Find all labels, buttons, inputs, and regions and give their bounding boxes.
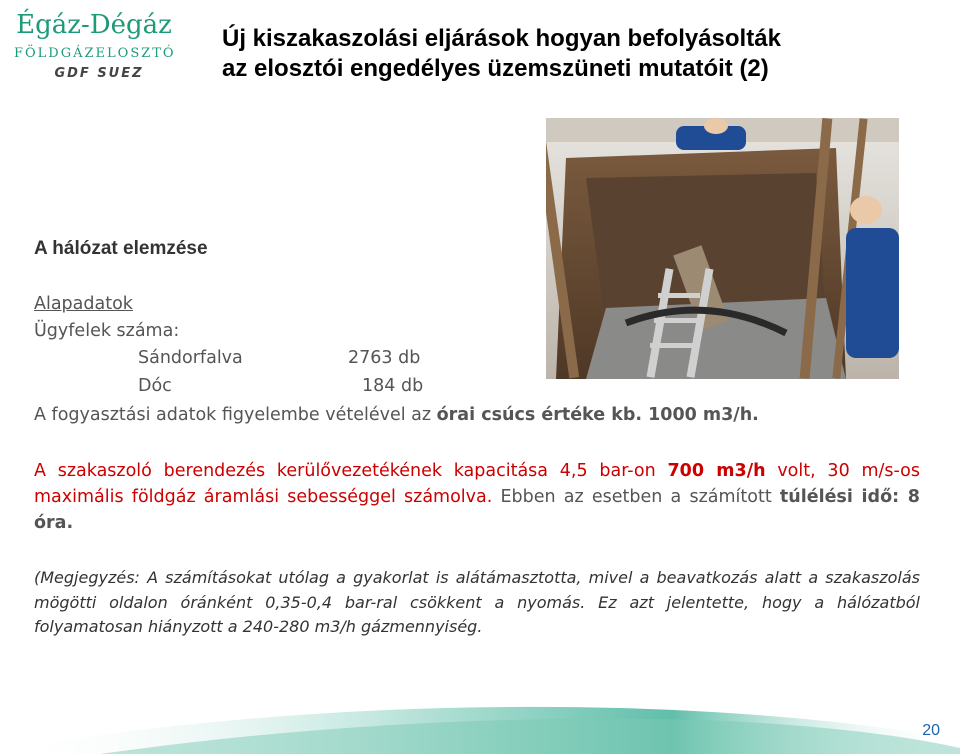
excavation-photo-icon	[546, 118, 899, 379]
count-sandorfalva: 2763 db	[348, 348, 421, 368]
company-logo	[14, 10, 174, 90]
note-paragraph: (Megjegyzés: A számításokat utólag a gyakorlat is alátámasztotta, mivel a beavatkozás alatt a szakaszolás mögötti oldalon óránként 0,35-0,4 bar-ral csökkent a nyomás. Ez azt jelentette, hogy a hálózatból folyamatosan hiányzott a 240-280 m3/h gázmennyiség.	[34, 568, 920, 636]
logo-text-foldgazeloszto: FÖLDGÁZELOSZTÓ	[14, 46, 176, 61]
consumption-peak: órai csúcs értéke kb. 1000 m3/h.	[436, 405, 759, 425]
title-line-1: Új kiszakaszolási eljárások hogyan befolyásolták	[222, 25, 781, 52]
basics-heading: Alapadatok	[34, 294, 133, 314]
section-heading: A hálózat elemzése	[34, 238, 208, 259]
consumption-line	[34, 405, 759, 425]
capacity-paragraph	[34, 458, 920, 536]
slide-title	[222, 24, 922, 84]
footer-wave-decoration	[0, 690, 960, 754]
capacity-value: 700 m3/h	[667, 461, 766, 481]
count-doc: 184 db	[362, 376, 424, 396]
logo-text-egaz: Égáz-Dégáz	[16, 10, 172, 40]
place-doc: Dóc	[138, 376, 172, 396]
page-number: 20	[922, 722, 940, 739]
excavation-photo	[546, 118, 899, 379]
survival-time: túlélési idő: 8 óra.	[34, 487, 920, 533]
capacity-text-2: volt, 30 m/s-os maximális földgáz áramlási sebességgel számolva.	[34, 461, 920, 507]
consumption-prefix: A fogyasztási adatok figyelembe vételével az	[34, 405, 432, 425]
logo-text-gdfsuez: GDF SUEZ	[54, 66, 144, 81]
title-line-2: az elosztói engedélyes üzemszüneti mutatóit (2)	[222, 55, 769, 82]
survival-text: Ebben az esetben a számított	[500, 487, 772, 507]
capacity-text-1: A szakaszoló berendezés kerülővezetékének kapacitása 4,5 bar-on	[34, 461, 656, 481]
place-sandorfalva: Sándorfalva	[138, 348, 243, 368]
clients-label: Ügyfelek száma:	[34, 321, 180, 341]
